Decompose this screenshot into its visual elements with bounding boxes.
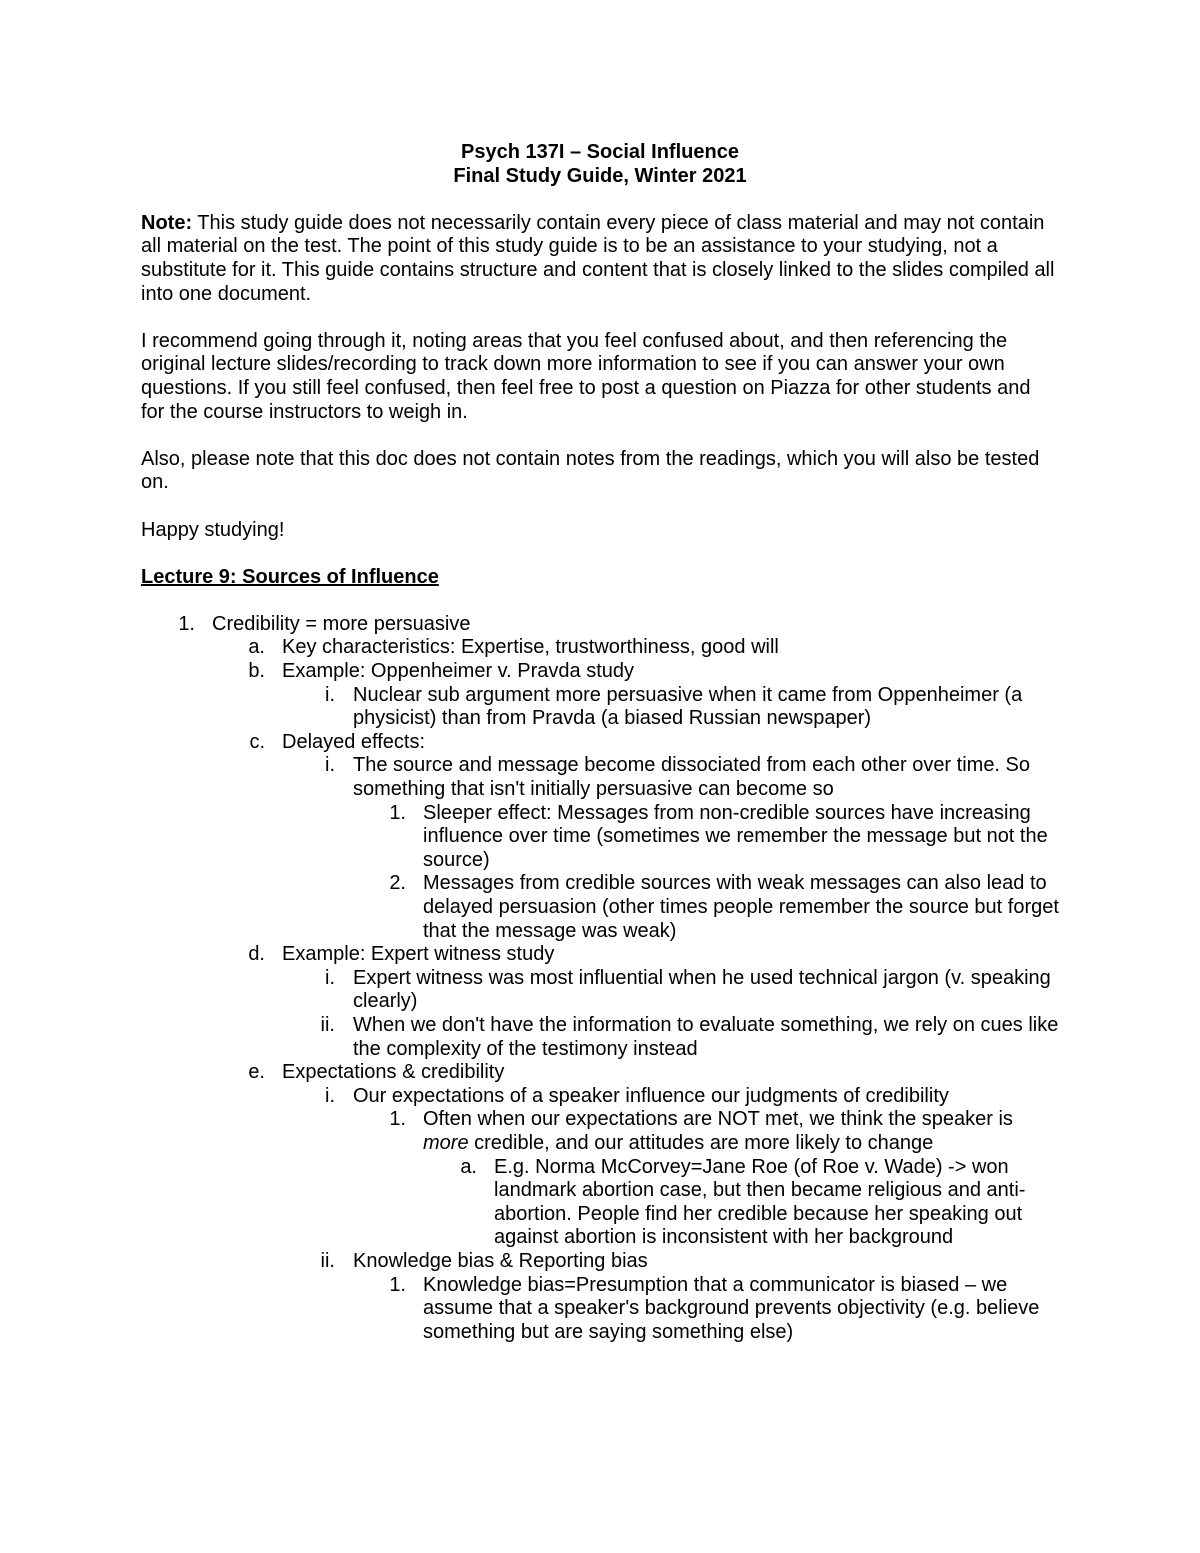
note-text: This study guide does not necessarily contain every piece of class material and may not contain all material on the test. The point of this study guide is to be an assistance to your studying, not a substitute for it. This guide contains structure and content that is closely linked to the slides compiled all into one document. xyxy=(141,211,1055,305)
list-item xyxy=(141,636,1059,660)
list-item-text: Credibility = more persuasive xyxy=(212,612,471,635)
list-item-text: Our expectations of a speaker influence our judgments of credibility xyxy=(353,1084,949,1107)
list-marker: b. xyxy=(248,660,265,683)
note-paragraph xyxy=(141,212,1059,306)
list-item-text: Key characteristics: Expertise, trustworthiness, good will xyxy=(282,636,779,659)
text-segment: Often when our expectations are NOT met, we think the speaker is xyxy=(423,1108,1013,1131)
list-item-text: The source and message become dissociated from each other over time. So something that isn't initially persuasive can become so xyxy=(353,754,1031,801)
list-item-text: When we don't have the information to evaluate something, we rely on cues like the complexity of the testimony instead xyxy=(353,1013,1059,1060)
list-item-text: Expectations & credibility xyxy=(282,1061,505,1084)
spacer xyxy=(141,188,1059,212)
lecture-heading: Lecture 9: Sources of Influence xyxy=(141,565,439,588)
list-marker: c. xyxy=(249,730,265,753)
list-item xyxy=(141,1014,1059,1061)
outline-list xyxy=(141,613,1059,1344)
list-item-text: Sleeper effect: Messages from non-credible sources have increasing influence over time (sometimes we remember the message but not the source) xyxy=(423,801,1048,871)
list-item xyxy=(141,1108,1059,1155)
list-item xyxy=(141,1250,1059,1274)
spacer xyxy=(141,306,1059,330)
list-item-text xyxy=(423,1108,1059,1155)
list-item xyxy=(141,943,1059,967)
list-marker: 1. xyxy=(389,1108,406,1131)
list-marker: 1. xyxy=(389,1273,406,1296)
list-item-text: Nuclear sub argument more persuasive when it came from Oppenheimer (a physicist) than from Pravda (a biased Russian newspaper) xyxy=(353,683,1023,730)
list-marker: a. xyxy=(248,636,265,659)
list-marker: 1. xyxy=(389,801,406,824)
document-title: Psych 137I – Social Influence xyxy=(461,141,739,163)
list-item xyxy=(141,802,1059,873)
spacer xyxy=(141,424,1059,448)
list-item xyxy=(141,872,1059,943)
document-subtitle: Final Study Guide, Winter 2021 xyxy=(453,164,747,187)
list-marker: i. xyxy=(325,754,335,777)
list-item xyxy=(141,1156,1059,1250)
text-segment: credible, and our attitudes are more likely to change xyxy=(468,1131,934,1154)
spacer xyxy=(141,542,1059,566)
list-marker: e. xyxy=(248,1061,265,1084)
document-page xyxy=(141,141,1059,1344)
spacer xyxy=(141,589,1059,613)
list-marker: a. xyxy=(460,1155,477,1178)
list-item xyxy=(141,1085,1059,1109)
recommend-paragraph: I recommend going through it, noting areas that you feel confused about, and then referencing the original lecture slides/recording to track down more information to see if you can answer your own questions. If you still feel confused, then feel free to post a question on Piazza for other students and for the course instructors to weigh in. xyxy=(141,329,1031,423)
list-item xyxy=(141,1274,1059,1345)
list-marker: 2. xyxy=(389,872,406,895)
list-item xyxy=(141,613,1059,637)
list-marker: d. xyxy=(248,943,265,966)
list-item-text: Example: Oppenheimer v. Pravda study xyxy=(282,660,635,683)
list-item-text: Example: Expert witness study xyxy=(282,943,555,966)
note-label: Note: xyxy=(141,211,193,234)
closing-line: Happy studying! xyxy=(141,518,285,541)
list-item xyxy=(141,731,1059,755)
list-item-text: E.g. Norma McCorvey=Jane Roe (of Roe v. Wade) -> won landmark abortion case, but then became religious and anti-abortion. People find her credible because her speaking out against abortion is inconsistent with her background xyxy=(494,1155,1026,1249)
list-item-text: Delayed effects: xyxy=(282,730,426,753)
list-item xyxy=(141,684,1059,731)
list-item xyxy=(141,967,1059,1014)
list-marker: i. xyxy=(325,966,335,989)
list-marker: ii. xyxy=(320,1249,335,1272)
list-item xyxy=(141,660,1059,684)
list-item xyxy=(141,754,1059,801)
list-marker: i. xyxy=(325,1084,335,1107)
list-marker: ii. xyxy=(320,1013,335,1036)
readings-paragraph: Also, please note that this doc does not contain notes from the readings, which you will also be tested on. xyxy=(141,447,1040,494)
list-marker: i. xyxy=(325,683,335,706)
list-item xyxy=(141,1061,1059,1085)
list-item-text: Messages from credible sources with weak messages can also lead to delayed persuasion (other times people remember the source but forget that the message was weak) xyxy=(423,872,1059,942)
list-item-text: Knowledge bias=Presumption that a communicator is biased – we assume that a speaker's background prevents objectivity (e.g. believe something but are saying something else) xyxy=(423,1273,1040,1343)
spacer xyxy=(141,495,1059,519)
list-item-text: Expert witness was most influential when he used technical jargon (v. speaking clearly) xyxy=(353,966,1051,1013)
emphasis-text: more xyxy=(423,1131,469,1154)
list-marker: 1. xyxy=(178,612,195,635)
list-item-text: Knowledge bias & Reporting bias xyxy=(353,1249,648,1272)
